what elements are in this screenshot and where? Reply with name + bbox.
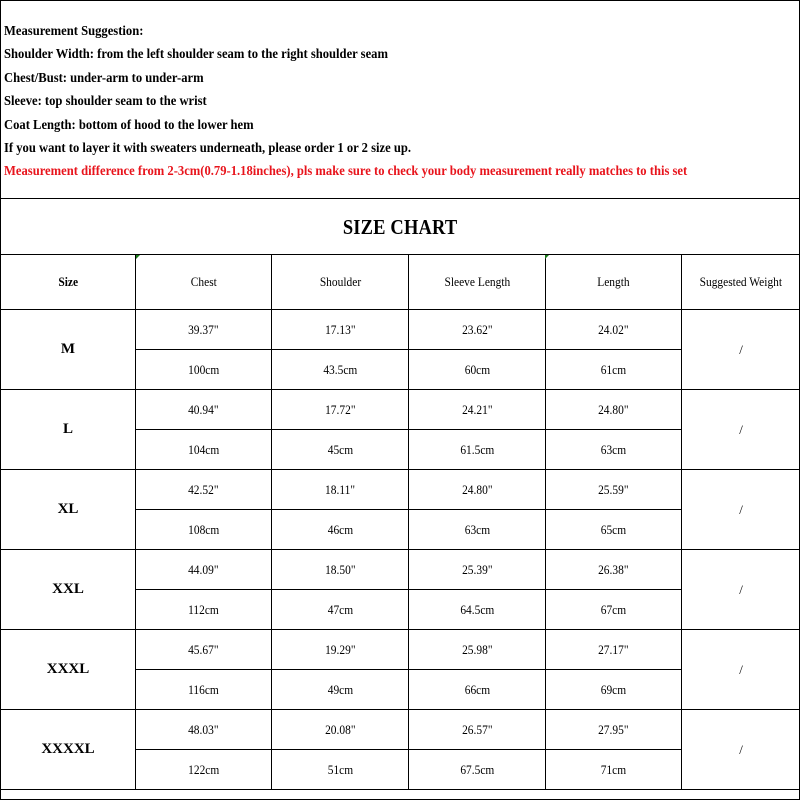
cm-value: 108cm xyxy=(187,521,220,537)
inch-value: 27.95" xyxy=(598,721,629,737)
cm-value-cell xyxy=(409,590,546,630)
inch-value: 42.52" xyxy=(188,481,219,497)
cm-value: 65cm xyxy=(600,521,627,537)
header-cell xyxy=(1,255,136,310)
note-coat: Coat Length: bottom of hood to the lower hem xyxy=(4,117,254,133)
table-row xyxy=(1,710,800,750)
inch-value: 40.94" xyxy=(188,401,219,417)
cm-value-cell xyxy=(272,430,409,470)
inch-value: 48.03" xyxy=(188,721,219,737)
table-row xyxy=(1,630,800,670)
header-label: Shoulder xyxy=(319,274,361,289)
cm-value: 61.5cm xyxy=(459,441,494,457)
inch-value-cell xyxy=(409,550,546,590)
size-label: XXXXL xyxy=(1,710,136,790)
inch-value: 24.80" xyxy=(461,481,493,497)
size-chart-title-row xyxy=(0,198,800,255)
cm-value-cell xyxy=(272,350,409,390)
inch-value: 44.09" xyxy=(188,561,219,577)
header-cell xyxy=(682,255,800,310)
cm-value: 122cm xyxy=(187,761,220,777)
header-row xyxy=(1,255,800,310)
cm-value: 64.5cm xyxy=(459,601,494,617)
suggested-weight-cell: / xyxy=(682,390,800,470)
notes-heading: Measurement Suggestion: xyxy=(4,24,144,39)
cm-value-cell xyxy=(409,350,546,390)
inch-value: 45.67" xyxy=(188,641,219,657)
suggested-weight-cell: / xyxy=(682,710,800,790)
header-label: Sleeve Length xyxy=(444,274,510,289)
cm-value-cell xyxy=(136,510,272,550)
inch-value: 26.38" xyxy=(598,561,629,577)
header-cell xyxy=(409,255,546,310)
header-cell xyxy=(546,255,682,310)
cm-value: 67cm xyxy=(600,601,627,617)
cm-value-cell xyxy=(136,350,272,390)
note-layer: If you want to layer it with sweaters underneath, please order 1 or 2 size up. xyxy=(4,141,412,157)
inch-value-cell xyxy=(136,630,272,670)
cm-value-cell xyxy=(136,750,272,790)
inch-value: 23.62" xyxy=(461,321,493,337)
measurement-notes xyxy=(0,0,800,198)
inch-value-cell xyxy=(272,710,409,750)
cm-value-cell xyxy=(272,510,409,550)
note-chest: Chest/Bust: under-arm to under-arm xyxy=(4,70,204,86)
header-cell xyxy=(136,255,272,310)
size-table-body xyxy=(1,310,800,790)
inch-value-cell xyxy=(409,310,546,350)
inch-value-cell xyxy=(409,630,546,670)
inch-value: 24.80" xyxy=(598,401,629,417)
inch-value: 19.29" xyxy=(324,641,356,657)
inch-value-cell xyxy=(546,470,682,510)
inch-value: 25.39" xyxy=(461,561,493,577)
cm-value-cell xyxy=(409,670,546,710)
cm-value: 66cm xyxy=(464,681,490,697)
inch-value-cell xyxy=(409,710,546,750)
cm-value-cell xyxy=(409,750,546,790)
inch-value: 26.57" xyxy=(461,721,493,737)
inch-value-cell xyxy=(272,390,409,430)
header-label: Size xyxy=(58,274,78,289)
cm-value: 69cm xyxy=(600,681,627,697)
cm-value-cell xyxy=(136,670,272,710)
header-label: Suggested Weight xyxy=(699,274,783,289)
cm-value: 71cm xyxy=(600,761,627,777)
inch-value-cell xyxy=(272,310,409,350)
inch-value-cell xyxy=(136,550,272,590)
size-label: L xyxy=(1,390,136,470)
inch-value-cell xyxy=(136,390,272,430)
inch-value-cell xyxy=(272,470,409,510)
inch-value: 17.13" xyxy=(324,321,356,337)
cm-value: 51cm xyxy=(327,761,353,777)
suggested-weight-cell: / xyxy=(682,550,800,630)
inch-value-cell xyxy=(546,630,682,670)
cm-value-cell xyxy=(272,670,409,710)
inch-value-cell xyxy=(136,710,272,750)
inch-value: 25.98" xyxy=(461,641,493,657)
note-sleeve: Sleeve: top shoulder seam to the wrist xyxy=(4,94,207,110)
cm-value: 104cm xyxy=(187,441,220,457)
cm-value: 116cm xyxy=(188,681,219,697)
cm-value-cell xyxy=(409,430,546,470)
cm-value: 63cm xyxy=(464,521,490,537)
inch-value-cell xyxy=(546,710,682,750)
inch-value-cell xyxy=(136,470,272,510)
inch-value: 18.50" xyxy=(324,561,356,577)
size-chart-title: SIZE CHART xyxy=(342,214,458,239)
cm-value-cell xyxy=(136,590,272,630)
cell-corner-marker xyxy=(545,255,549,259)
size-label: M xyxy=(1,310,136,390)
cm-value: 100cm xyxy=(187,361,220,377)
inch-value-cell xyxy=(409,390,546,430)
cm-value-cell xyxy=(136,430,272,470)
cm-value: 63cm xyxy=(600,441,627,457)
cm-value-cell xyxy=(546,590,682,630)
note-warning: Measurement difference from 2-3cm(0.79-1.18inches), pls make sure to check your body measurement really matches to this set xyxy=(4,164,688,180)
cm-value-cell xyxy=(272,590,409,630)
table-row xyxy=(1,470,800,510)
inch-value: 20.08" xyxy=(324,721,356,737)
cm-value: 49cm xyxy=(327,681,353,697)
inch-value-cell xyxy=(272,630,409,670)
cell-corner-marker xyxy=(136,255,140,259)
inch-value: 27.17" xyxy=(598,641,629,657)
header-label: Length xyxy=(597,274,630,289)
cm-value: 45cm xyxy=(327,441,353,457)
cm-value: 46cm xyxy=(327,521,353,537)
size-label: XL xyxy=(1,470,136,550)
table-row xyxy=(1,550,800,590)
header-label: Chest xyxy=(190,274,217,289)
cm-value-cell xyxy=(546,750,682,790)
suggested-weight-cell: / xyxy=(682,310,800,390)
suggested-weight-cell: / xyxy=(682,630,800,710)
inch-value-cell xyxy=(272,550,409,590)
table-row xyxy=(1,310,800,350)
cm-value-cell xyxy=(272,750,409,790)
cm-value-cell xyxy=(546,510,682,550)
inch-value: 24.02" xyxy=(598,321,629,337)
cm-value: 47cm xyxy=(327,601,353,617)
cm-value: 43.5cm xyxy=(322,361,357,377)
size-label: XXXL xyxy=(1,630,136,710)
inch-value: 24.21" xyxy=(461,401,493,417)
inch-value: 17.72" xyxy=(324,401,356,417)
size-chart-table xyxy=(0,254,800,790)
table-row xyxy=(1,390,800,430)
cm-value: 60cm xyxy=(464,361,490,377)
inch-value-cell xyxy=(136,310,272,350)
inch-value-cell xyxy=(546,550,682,590)
inch-value: 18.11" xyxy=(324,481,355,497)
inch-value: 25.59" xyxy=(598,481,629,497)
note-shoulder: Shoulder Width: from the left shoulder seam to the right shoulder seam xyxy=(4,47,388,63)
header-cell xyxy=(272,255,409,310)
cm-value: 67.5cm xyxy=(459,761,494,777)
cm-value-cell xyxy=(546,350,682,390)
cm-value: 112cm xyxy=(188,601,219,617)
inch-value-cell xyxy=(546,390,682,430)
inch-value: 39.37" xyxy=(188,321,219,337)
inch-value-cell xyxy=(409,470,546,510)
inch-value-cell xyxy=(546,310,682,350)
suggested-weight-cell: / xyxy=(682,470,800,550)
cm-value: 61cm xyxy=(600,361,627,377)
cm-value-cell xyxy=(546,430,682,470)
cm-value-cell xyxy=(546,670,682,710)
size-label: XXL xyxy=(1,550,136,630)
cm-value-cell xyxy=(409,510,546,550)
